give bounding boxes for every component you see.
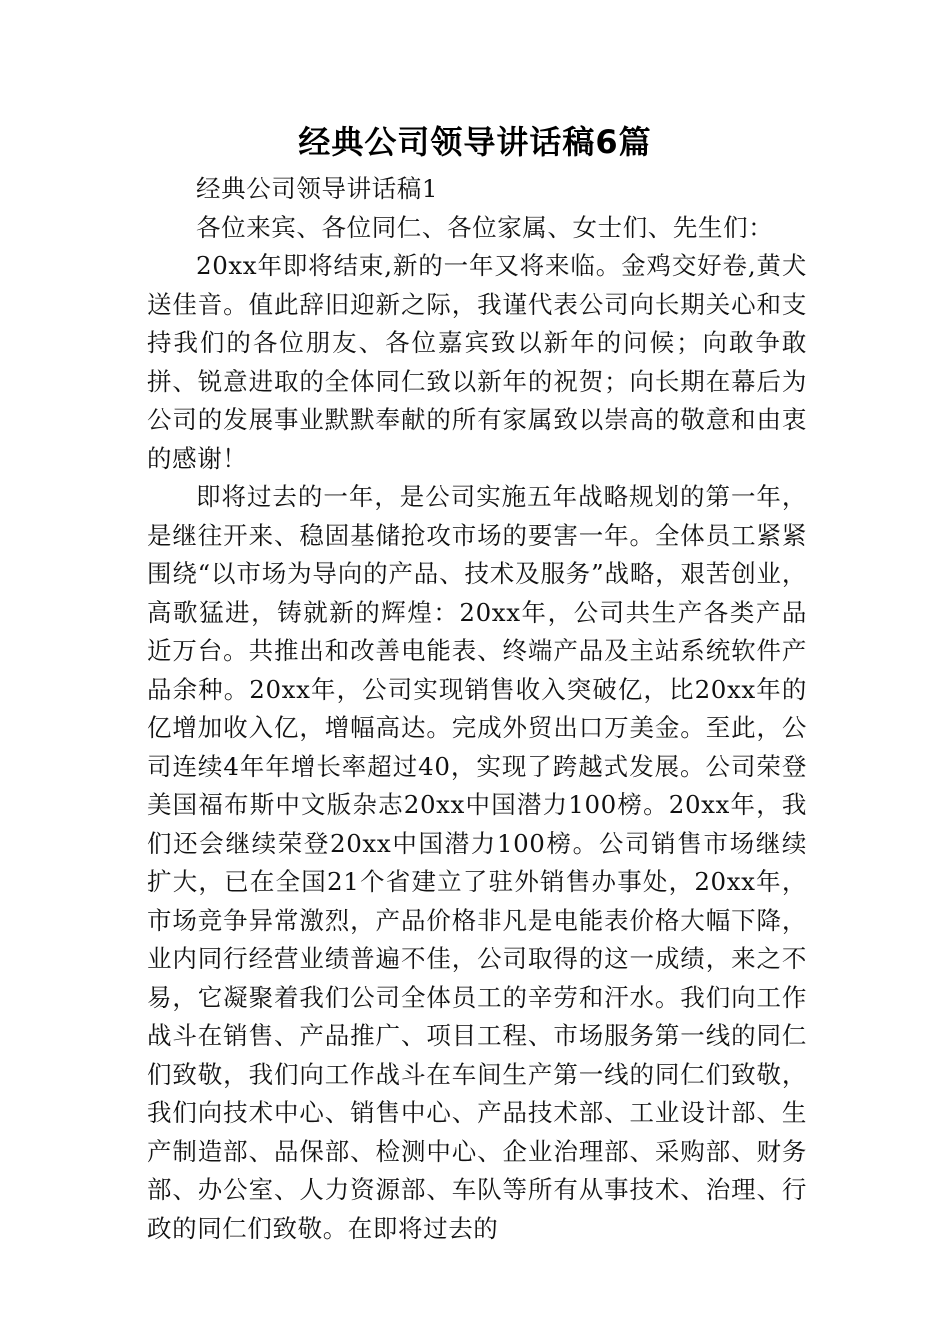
document-title: 经典公司领导讲话稿6篇 <box>298 123 652 161</box>
salutation: 各位来宾、各位同仁、各位家属、女士们、先生们： <box>196 212 774 242</box>
document-body <box>147 170 807 1248</box>
paragraph: 20xx年即将结束,新的一年又将来临。金鸡交好卷,黄犬送佳音。值此辞旧迎新之际，我谨代表公司向长期关心和支持我们的各位朋友、各位嘉宾致以新年的问候；向敢争敢拼、锐意进取的全体同仁致以新年的祝贺；向长期在幕后为公司的发展事业默默奉献的所有家属致以崇高的敬意和由衷的感谢！ <box>147 251 807 473</box>
section-heading: 经典公司领导讲话稿1 <box>196 174 439 203</box>
paragraph: 即将过去的一年，是公司实施五年战略规划的第一年，是继往开来、稳固基储抢攻市场的要害一年。全体员工紧紧围绕“以市场为导向的产品、技术及服务”战略，艰苦创业，高歌猛进，铸就新的辉煌：20xx年，公司共生产各类产品近万台。共推出和改善电能表、终端产品及主站系统软件产品余种。20xx年，公司实现销售收入突破亿，比20xx年的亿增加收入亿，增幅高达。完成外贸出口万美金。至此，公司连续4年年增长率超过40，实现了跨越式发展。公司荣登美国福布斯中文版杂志20xx中国潜力100榜。20xx年，我们还会继续荣登20xx中国潜力100榜。公司销售市场继续扩大，已在全国21个省建立了驻外销售办事处，20xx年，市场竞争异常激烈，产品价格非凡是电能表价格大幅下降，业内同行经营业绩普遍不佳，公司取得的这一成绩，来之不易，它凝聚着我们公司全体员工的辛劳和汗水。我们向工作战斗在销售、产品推广、项目工程、市场服务第一线的同仁们致敬，我们向工作战斗在车间生产第一线的同仁们致敬，我们向技术中心、销售中心、产品技术部、工业设计部、生产制造部、品保部、检测中心、企业治理部、采购部、财务部、办公室、人力资源部、车队等所有从事技术、治理、行政的同仁们致敬。在即将过去的 <box>147 482 807 1243</box>
